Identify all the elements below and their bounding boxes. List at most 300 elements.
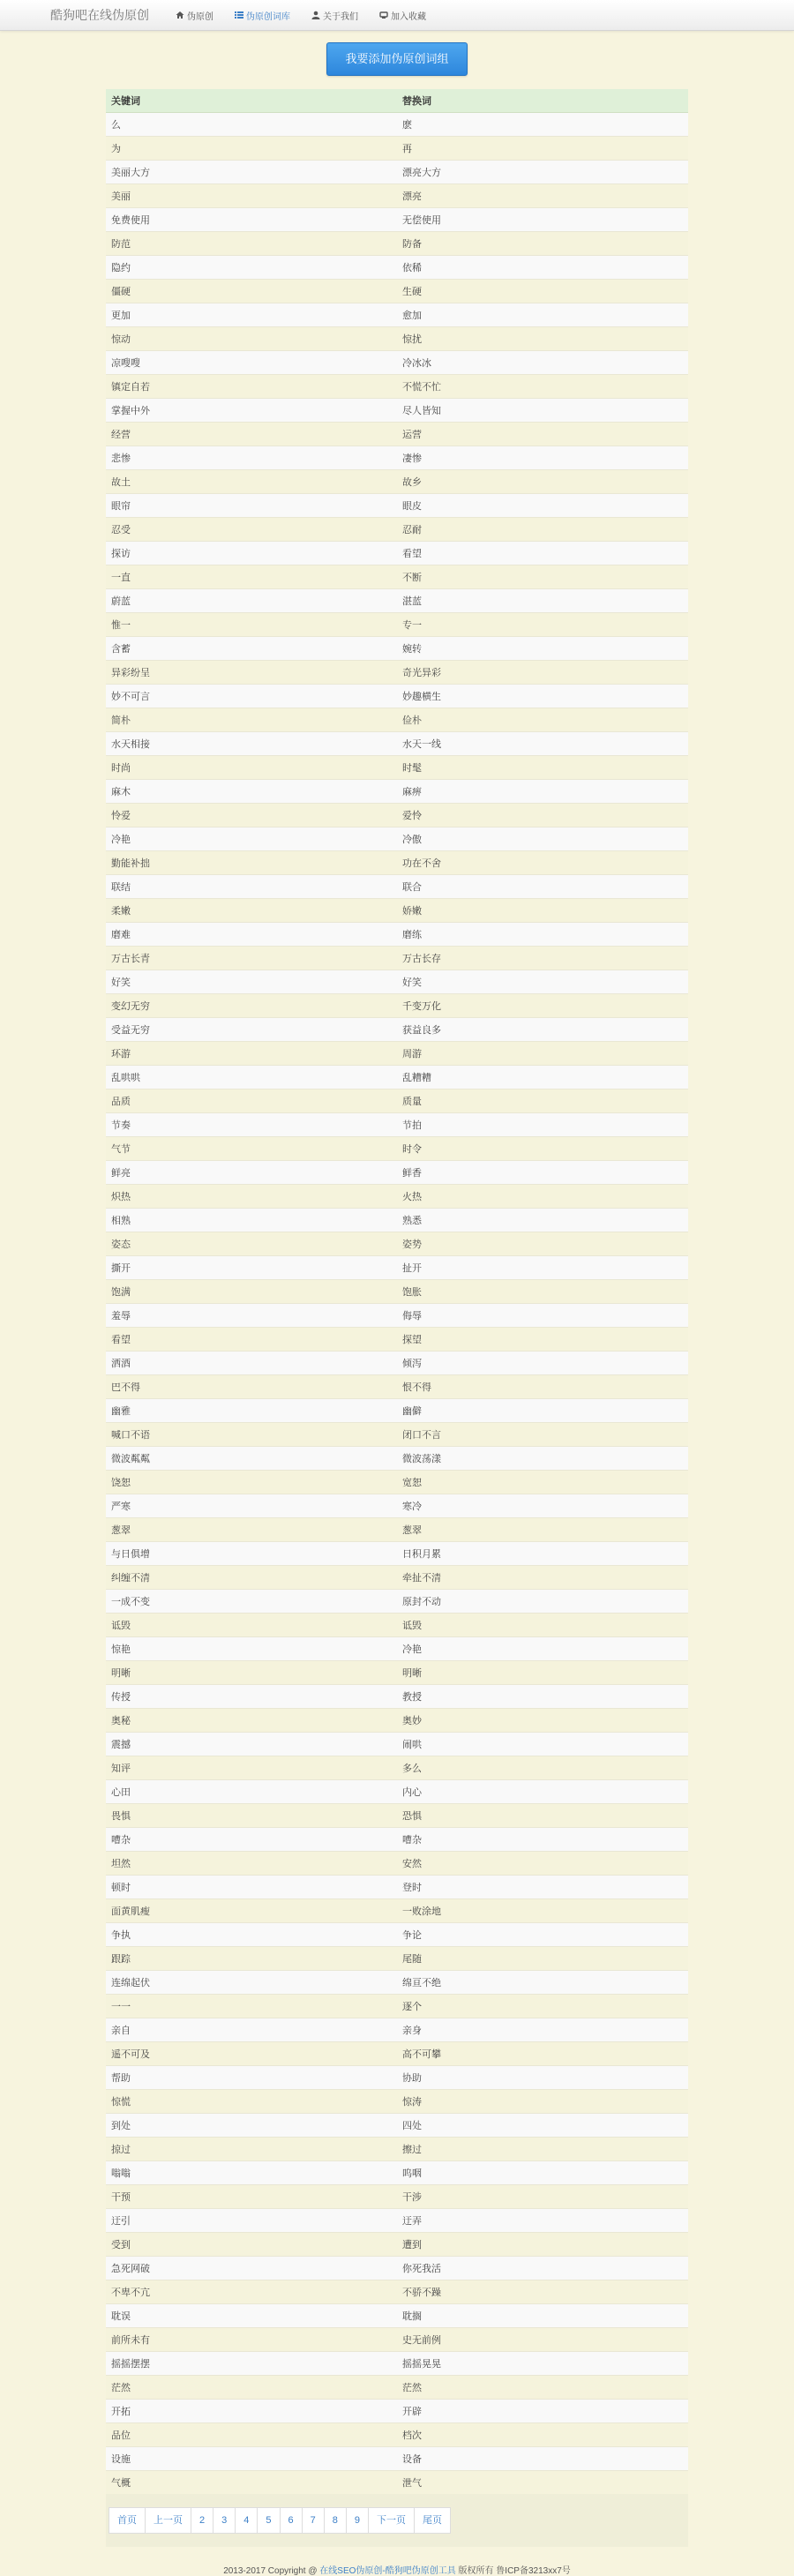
table-row	[106, 2090, 688, 2114]
keyword-cell: 蔚蓝	[106, 589, 397, 613]
table-row	[106, 875, 688, 899]
replacement-cell: 惊扰	[397, 327, 688, 351]
keyword-cell: 乱哄哄	[106, 1066, 397, 1090]
replacement-cell: 生硬	[397, 280, 688, 303]
page-link[interactable]: 7	[302, 2507, 325, 2534]
table-row	[106, 1399, 688, 1423]
table-row	[106, 542, 688, 565]
keyword-cell: 隐约	[106, 256, 397, 280]
keyword-cell: 经营	[106, 423, 397, 446]
replacement-cell: 婉转	[397, 637, 688, 661]
replacement-cell: 遭到	[397, 2233, 688, 2257]
keyword-cell: 炽热	[106, 1185, 397, 1209]
home-icon	[176, 11, 184, 19]
keyword-cell: 不卑不亢	[106, 2280, 397, 2304]
keyword-cell: 洒酒	[106, 1352, 397, 1375]
replacement-cell: 探望	[397, 1328, 688, 1352]
keyword-cell: 品位	[106, 2423, 397, 2447]
table-row	[106, 732, 688, 756]
replacement-cell: 眼皮	[397, 494, 688, 518]
replacement-cell: 干涉	[397, 2185, 688, 2209]
table-row	[106, 2304, 688, 2328]
page-link[interactable]: 4	[235, 2507, 258, 2534]
table-header-row	[106, 89, 688, 113]
keyword-cell: 妙不可言	[106, 685, 397, 708]
keyword-cell: 万古长青	[106, 947, 397, 970]
user-icon	[311, 11, 320, 19]
table-row	[106, 1161, 688, 1185]
table-row	[106, 2376, 688, 2400]
replacement-cell: 日积月累	[397, 1542, 688, 1566]
replacement-cell: 尾随	[397, 1947, 688, 1971]
pagination-area	[106, 2494, 688, 2547]
thesaurus-table-wrap	[106, 89, 688, 2547]
replacement-cell: 火热	[397, 1185, 688, 1209]
replacement-cell: 时令	[397, 1137, 688, 1161]
table-row	[106, 1209, 688, 1232]
replacement-cell: 泄气	[397, 2471, 688, 2495]
table-row	[106, 208, 688, 232]
keyword-cell: 麻木	[106, 780, 397, 804]
keyword-cell: 茫然	[106, 2376, 397, 2400]
table-row	[106, 1423, 688, 1447]
keyword-cell: 明晰	[106, 1661, 397, 1685]
replacement-cell: 绵亘不绝	[397, 1971, 688, 1995]
replacement-cell: 惊涛	[397, 2090, 688, 2114]
keyword-cell: 么	[106, 113, 397, 137]
replacement-cell: 不骄不躁	[397, 2280, 688, 2304]
keyword-cell: 幽雅	[106, 1399, 397, 1423]
nav-item-thesaurus[interactable]	[224, 0, 301, 30]
keyword-cell: 纠缠不清	[106, 1566, 397, 1590]
keyword-cell: 时尚	[106, 756, 397, 780]
keyword-cell: 磨难	[106, 923, 397, 947]
keyword-cell: 掠过	[106, 2138, 397, 2161]
replacement-cell: 功在不舍	[397, 851, 688, 875]
table-row	[106, 280, 688, 303]
table-row	[106, 589, 688, 613]
bookmark-icon	[379, 11, 388, 19]
replacement-cell: 牵扯不清	[397, 1566, 688, 1590]
page-link[interactable]: 8	[324, 2507, 347, 2534]
replacement-cell: 耽搁	[397, 2304, 688, 2328]
keyword-cell: 前所未有	[106, 2328, 397, 2352]
replacement-cell: 专一	[397, 613, 688, 637]
column-header-keyword: 关键词	[106, 89, 397, 113]
keyword-cell: 怜爱	[106, 804, 397, 827]
table-row	[106, 137, 688, 161]
replacement-cell: 防备	[397, 232, 688, 256]
replacement-cell: 娇嫩	[397, 899, 688, 923]
replacement-cell: 闭口不言	[397, 1423, 688, 1447]
keyword-cell: 心田	[106, 1780, 397, 1804]
table-row	[106, 1661, 688, 1685]
replacement-cell: 茫然	[397, 2376, 688, 2400]
replacement-cell: 迂弄	[397, 2209, 688, 2233]
table-row	[106, 1375, 688, 1399]
keyword-cell: 探访	[106, 542, 397, 565]
table-row	[106, 518, 688, 542]
replacement-cell: 好笑	[397, 970, 688, 994]
keyword-cell: 冷艳	[106, 827, 397, 851]
keyword-cell: 面黄肌瘦	[106, 1899, 397, 1923]
replacement-cell: 档次	[397, 2423, 688, 2447]
replacement-cell: 教授	[397, 1685, 688, 1709]
table-row	[106, 2185, 688, 2209]
table-row	[106, 1090, 688, 1113]
table-row	[106, 232, 688, 256]
keyword-cell: 悲惨	[106, 446, 397, 470]
table-row	[106, 2257, 688, 2280]
table-row	[106, 1709, 688, 1733]
table-row	[106, 2280, 688, 2304]
nav-item-label: 加入收藏	[391, 11, 426, 22]
table-row	[106, 1304, 688, 1328]
table-row	[106, 1256, 688, 1280]
keyword-cell: 一成不变	[106, 1590, 397, 1614]
replacement-cell: 擦过	[397, 2138, 688, 2161]
footer-copyright: 2013-2017 Copyright @	[223, 2566, 320, 2576]
nav-item-label: 伪原创词库	[246, 11, 290, 22]
keyword-cell: 畏惧	[106, 1804, 397, 1828]
keyword-cell: 惊艳	[106, 1637, 397, 1661]
table-row	[106, 994, 688, 1018]
replacement-cell: 忍耐	[397, 518, 688, 542]
replacement-cell: 熟悉	[397, 1209, 688, 1232]
replacement-cell: 湛蓝	[397, 589, 688, 613]
table-row	[106, 1185, 688, 1209]
footer-link[interactable]: 在线SEO伪原创-酷狗吧伪原创工具	[319, 2566, 456, 2576]
table-row	[106, 1780, 688, 1804]
table-row	[106, 1733, 688, 1756]
replacement-cell: 再	[397, 137, 688, 161]
table-row	[106, 2233, 688, 2257]
keyword-cell: 气概	[106, 2471, 397, 2495]
table-row	[106, 1828, 688, 1852]
keyword-cell: 含蓄	[106, 637, 397, 661]
replacement-cell: 寒冷	[397, 1494, 688, 1518]
keyword-cell: 看望	[106, 1328, 397, 1352]
keyword-cell: 迂引	[106, 2209, 397, 2233]
keyword-cell: 水天相接	[106, 732, 397, 756]
table-row	[106, 446, 688, 470]
keyword-cell: 更加	[106, 303, 397, 327]
replacement-cell: 多么	[397, 1756, 688, 1780]
table-row	[106, 1899, 688, 1923]
keyword-cell: 到处	[106, 2114, 397, 2138]
table-row	[106, 756, 688, 780]
nav-item-home[interactable]	[165, 0, 224, 30]
replacement-cell: 水天一线	[397, 732, 688, 756]
table-row	[106, 637, 688, 661]
table-row	[106, 327, 688, 351]
keyword-cell: 故土	[106, 470, 397, 494]
table-row	[106, 2138, 688, 2161]
keyword-cell: 与日俱增	[106, 1542, 397, 1566]
replacement-cell: 爱怜	[397, 804, 688, 827]
replacement-cell: 原封不动	[397, 1590, 688, 1614]
replacement-cell: 一败涂地	[397, 1899, 688, 1923]
replacement-cell: 葱翠	[397, 1518, 688, 1542]
table-row	[106, 2066, 688, 2090]
replacement-cell: 无偿使用	[397, 208, 688, 232]
replacement-cell: 扯开	[397, 1256, 688, 1280]
table-row	[106, 899, 688, 923]
table-row	[106, 780, 688, 804]
column-header-replacement: 替换词	[397, 89, 688, 113]
nav-item-about[interactable]	[301, 0, 369, 30]
keyword-cell: 羞辱	[106, 1304, 397, 1328]
replacement-cell: 妙趣横生	[397, 685, 688, 708]
keyword-cell: 设施	[106, 2447, 397, 2471]
table-row	[106, 1066, 688, 1090]
keyword-cell: 气节	[106, 1137, 397, 1161]
table-row	[106, 2447, 688, 2471]
table-row	[106, 2400, 688, 2423]
table-row	[106, 851, 688, 875]
table-row	[106, 1566, 688, 1590]
replacement-cell: 嘈杂	[397, 1828, 688, 1852]
table-row	[106, 351, 688, 375]
replacement-cell: 安然	[397, 1852, 688, 1876]
table-row	[106, 161, 688, 184]
table-row	[106, 565, 688, 589]
table-row	[106, 804, 688, 827]
table-row	[106, 2471, 688, 2495]
keyword-cell: 摇摇摆摆	[106, 2352, 397, 2376]
page-link[interactable]: 2	[191, 2507, 213, 2534]
table-row	[106, 970, 688, 994]
replacement-cell: 恨不得	[397, 1375, 688, 1399]
table-row	[106, 827, 688, 851]
table-row	[106, 613, 688, 637]
replacement-cell: 幽僻	[397, 1399, 688, 1423]
keyword-cell: 顿时	[106, 1876, 397, 1899]
table-row	[106, 1328, 688, 1352]
replacement-cell: 侮辱	[397, 1304, 688, 1328]
keyword-cell: 掌握中外	[106, 399, 397, 423]
replacement-cell: 冷艳	[397, 1637, 688, 1661]
table-row	[106, 256, 688, 280]
replacement-cell: 宽恕	[397, 1471, 688, 1494]
keyword-cell: 节奏	[106, 1113, 397, 1137]
table-row	[106, 1614, 688, 1637]
keyword-cell: 一一	[106, 1995, 397, 2018]
add-phrase-button[interactable]: 我要添加伪原创词组	[326, 42, 468, 76]
keyword-cell: 勤能补拙	[106, 851, 397, 875]
table-row	[106, 1113, 688, 1137]
keyword-cell: 凉嗖嗖	[106, 351, 397, 375]
table-row	[106, 923, 688, 947]
replacement-cell: 史无前例	[397, 2328, 688, 2352]
replacement-cell: 倾泻	[397, 1352, 688, 1375]
replacement-cell: 故乡	[397, 470, 688, 494]
keyword-cell: 为	[106, 137, 397, 161]
navbar	[0, 0, 794, 31]
replacement-cell: 诋毁	[397, 1614, 688, 1637]
table-row	[106, 2161, 688, 2185]
replacement-cell: 设备	[397, 2447, 688, 2471]
keyword-cell: 开拓	[106, 2400, 397, 2423]
table-row	[106, 303, 688, 327]
replacement-cell: 冷冰冰	[397, 351, 688, 375]
keyword-cell: 奥秘	[106, 1709, 397, 1733]
table-row	[106, 1471, 688, 1494]
thesaurus-table	[106, 89, 688, 2494]
table-row	[106, 1804, 688, 1828]
keyword-cell: 耽误	[106, 2304, 397, 2328]
keyword-cell: 免费使用	[106, 208, 397, 232]
replacement-cell: 乱糟糟	[397, 1066, 688, 1090]
keyword-cell: 坦然	[106, 1852, 397, 1876]
keyword-cell: 连绵起伏	[106, 1971, 397, 1995]
table-row	[106, 685, 688, 708]
page-link[interactable]: 9	[346, 2507, 369, 2534]
replacement-cell: 鲜香	[397, 1161, 688, 1185]
table-row	[106, 1137, 688, 1161]
keyword-cell: 美丽大方	[106, 161, 397, 184]
table-row	[106, 2423, 688, 2447]
keyword-cell: 饶恕	[106, 1471, 397, 1494]
keyword-cell: 相熟	[106, 1209, 397, 1232]
replacement-cell: 呜咽	[397, 2161, 688, 2185]
table-row	[106, 708, 688, 732]
page-link[interactable]: 首页	[109, 2507, 146, 2534]
table-row	[106, 1756, 688, 1780]
keyword-cell: 柔嫩	[106, 899, 397, 923]
replacement-cell: 联合	[397, 875, 688, 899]
replacement-cell: 周游	[397, 1042, 688, 1066]
replacement-cell: 麻痹	[397, 780, 688, 804]
cta-area	[0, 31, 794, 78]
table-row	[106, 1018, 688, 1042]
replacement-cell: 冷傲	[397, 827, 688, 851]
table-row	[106, 1947, 688, 1971]
keyword-cell: 简朴	[106, 708, 397, 732]
replacement-cell: 四处	[397, 2114, 688, 2138]
page-link[interactable]: 上一页	[145, 2507, 191, 2534]
replacement-cell: 内心	[397, 1780, 688, 1804]
keyword-cell: 干预	[106, 2185, 397, 2209]
page-link[interactable]: 3	[213, 2507, 236, 2534]
keyword-cell: 忍受	[106, 518, 397, 542]
keyword-cell: 饱满	[106, 1280, 397, 1304]
replacement-cell: 逐个	[397, 1995, 688, 2018]
table-row	[106, 1494, 688, 1518]
keyword-cell: 震撼	[106, 1733, 397, 1756]
keyword-cell: 好笑	[106, 970, 397, 994]
table-row	[106, 1971, 688, 1995]
nav-item-label: 伪原创	[187, 11, 213, 22]
replacement-cell: 不慌不忙	[397, 375, 688, 399]
replacement-cell: 摇摇晃晃	[397, 2352, 688, 2376]
keyword-cell: 姿态	[106, 1232, 397, 1256]
table-row	[106, 399, 688, 423]
page-link[interactable]: 6	[280, 2507, 303, 2534]
replacement-cell: 时髦	[397, 756, 688, 780]
keyword-cell: 亲自	[106, 2018, 397, 2042]
table-row	[106, 1352, 688, 1375]
table-row	[106, 2114, 688, 2138]
keyword-cell: 撕开	[106, 1256, 397, 1280]
keyword-cell: 嗡嗡	[106, 2161, 397, 2185]
table-row	[106, 423, 688, 446]
keyword-cell: 镇定自若	[106, 375, 397, 399]
table-row	[106, 1685, 688, 1709]
replacement-cell: 俭朴	[397, 708, 688, 732]
replacement-cell: 开辟	[397, 2400, 688, 2423]
keyword-cell: 僵硬	[106, 280, 397, 303]
replacement-cell: 万古长存	[397, 947, 688, 970]
keyword-cell: 变幻无穷	[106, 994, 397, 1018]
replacement-cell: 运营	[397, 423, 688, 446]
table-row	[106, 1995, 688, 2018]
keyword-cell: 防范	[106, 232, 397, 256]
table-row	[106, 1590, 688, 1614]
table-row	[106, 1518, 688, 1542]
pagination	[109, 2507, 451, 2534]
keyword-cell: 传授	[106, 1685, 397, 1709]
table-row	[106, 1280, 688, 1304]
replacement-cell: 尽人皆知	[397, 399, 688, 423]
replacement-cell: 凄惨	[397, 446, 688, 470]
table-row	[106, 113, 688, 137]
keyword-cell: 喊口不语	[106, 1423, 397, 1447]
page-link[interactable]: 5	[257, 2507, 280, 2534]
replacement-cell: 千变万化	[397, 994, 688, 1018]
table-row	[106, 470, 688, 494]
keyword-cell: 知评	[106, 1756, 397, 1780]
keyword-cell: 受到	[106, 2233, 397, 2257]
brand-logo[interactable]: 酷狗吧在线伪原创	[50, 8, 149, 22]
keyword-cell: 葱翠	[106, 1518, 397, 1542]
nav-item-bookmark[interactable]	[369, 0, 437, 30]
replacement-cell: 高不可攀	[397, 2042, 688, 2066]
page-link[interactable]: 下一页	[368, 2507, 415, 2534]
replacement-cell: 麽	[397, 113, 688, 137]
replacement-cell: 奇光异彩	[397, 661, 688, 685]
replacement-cell: 不断	[397, 565, 688, 589]
keyword-cell: 联结	[106, 875, 397, 899]
keyword-cell: 严寒	[106, 1494, 397, 1518]
keyword-cell: 受益无穷	[106, 1018, 397, 1042]
table-row	[106, 184, 688, 208]
keyword-cell: 帮助	[106, 2066, 397, 2090]
replacement-cell: 愈加	[397, 303, 688, 327]
keyword-cell: 诋毁	[106, 1614, 397, 1637]
table-row	[106, 2018, 688, 2042]
keyword-cell: 惊动	[106, 327, 397, 351]
keyword-cell: 惟一	[106, 613, 397, 637]
table-row	[106, 375, 688, 399]
replacement-cell: 奥妙	[397, 1709, 688, 1733]
table-row	[106, 2352, 688, 2376]
list-icon	[235, 11, 243, 19]
nav-item-label: 关于我们	[323, 11, 358, 22]
replacement-cell: 获益良多	[397, 1018, 688, 1042]
table-row	[106, 2042, 688, 2066]
table-row	[106, 1876, 688, 1899]
replacement-cell: 争论	[397, 1923, 688, 1947]
footer-icp: 版权所有 鲁ICP备3213xx7号	[455, 2566, 571, 2576]
keyword-cell: 嘈杂	[106, 1828, 397, 1852]
replacement-cell: 明晰	[397, 1661, 688, 1685]
keyword-cell: 异彩纷呈	[106, 661, 397, 685]
footer	[0, 2563, 794, 2576]
page-link[interactable]: 尾页	[414, 2507, 451, 2534]
table-row	[106, 1447, 688, 1471]
replacement-cell: 磨练	[397, 923, 688, 947]
